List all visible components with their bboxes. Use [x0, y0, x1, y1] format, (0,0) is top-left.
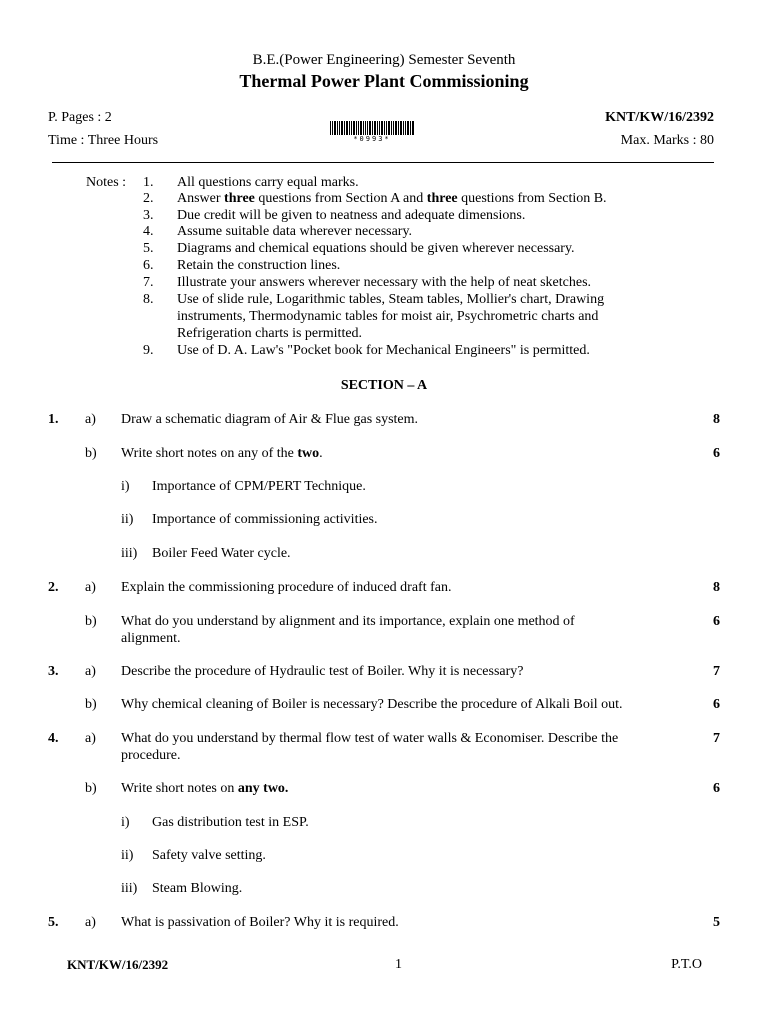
paper-code: KNT/KW/16/2392 — [605, 110, 714, 125]
note-number: 6. — [143, 258, 154, 273]
footer-code: KNT/KW/16/2392 — [67, 957, 169, 972]
note-text — [177, 241, 575, 257]
question-part-label: a) — [85, 731, 96, 746]
note-number: 8. — [143, 292, 154, 307]
text-segment: Diagrams and chemical equations should be given wherever necessary. — [177, 241, 575, 256]
time-allowed: Time : Three Hours — [48, 133, 159, 148]
question-text — [121, 781, 288, 797]
question-marks: 6 — [713, 697, 720, 712]
question-number: 4. — [48, 731, 59, 746]
question-marks: 6 — [713, 614, 720, 629]
question-text: Explain the commissioning procedure of induced draft fan. — [121, 580, 452, 595]
question-number: 2. — [48, 580, 59, 595]
question-marks: 7 — [713, 731, 720, 746]
question-marks: 6 — [713, 446, 720, 461]
text-segment: Answer — [177, 191, 225, 206]
subpart-label: ii) — [121, 848, 134, 863]
question-text: What is passivation of Boiler? Why it is required. — [121, 915, 399, 930]
subpart-label: iii) — [121, 881, 138, 896]
section-heading: SECTION – A — [340, 378, 428, 393]
question-marks: 8 — [713, 412, 720, 427]
text-segment: three — [426, 191, 458, 206]
question-part-label: a) — [85, 664, 96, 679]
page-count: P. Pages : 2 — [48, 110, 112, 125]
subpart-text: Importance of commissioning activities. — [152, 512, 378, 527]
barcode-image — [330, 121, 414, 135]
text-segment: two — [297, 446, 320, 461]
question-marks: 5 — [713, 915, 720, 930]
question-part-label: b) — [85, 446, 97, 461]
subpart-text: Importance of CPM/PERT Technique. — [152, 479, 366, 494]
barcode-number: *0993* — [353, 135, 391, 143]
note-number: 5. — [143, 241, 154, 256]
question-part-label: a) — [85, 412, 96, 427]
question-marks: 8 — [713, 580, 720, 595]
note-number: 9. — [143, 343, 154, 358]
question-part-label: b) — [85, 614, 97, 629]
header-divider — [52, 162, 714, 163]
footer-pto: P.T.O — [671, 957, 702, 972]
subpart-label: i) — [121, 815, 130, 830]
text-segment: Assume suitable data wherever necessary. — [177, 224, 413, 239]
note-text: Refrigeration charts is permitted. — [177, 326, 363, 341]
paper-title: Thermal Power Plant Commissioning — [239, 71, 529, 91]
text-segment: Illustrate your answers wherever necessary with the help of neat sketches. — [177, 275, 592, 290]
note-number: 4. — [143, 224, 154, 239]
note-text — [177, 175, 359, 191]
subpart-label: iii) — [121, 546, 138, 561]
note-number: 3. — [143, 208, 154, 223]
note-text — [177, 258, 340, 274]
note-text: instruments, Thermodynamic tables for moist air, Psychrometric charts and — [177, 309, 599, 324]
question-text: What do you understand by thermal flow test of water walls & Economiser. Describe the — [121, 731, 619, 746]
question-text: procedure. — [121, 748, 181, 763]
note-text — [177, 343, 590, 359]
note-text — [177, 208, 525, 224]
note-number: 2. — [143, 191, 154, 206]
subpart-text: Gas distribution test in ESP. — [152, 815, 309, 830]
question-text — [121, 446, 323, 462]
text-segment: Retain the construction lines. — [177, 258, 341, 273]
note-text — [177, 191, 607, 207]
question-number: 3. — [48, 664, 59, 679]
question-text: Draw a schematic diagram of Air & Flue gas system. — [121, 412, 419, 427]
question-part-label: b) — [85, 697, 97, 712]
note-number: 1. — [143, 175, 154, 190]
question-text: Describe the procedure of Hydraulic test of Boiler. Why it is necessary? — [121, 664, 524, 679]
subpart-text: Steam Blowing. — [152, 881, 243, 896]
text-segment: Write short notes on — [121, 781, 238, 796]
note-text — [177, 275, 591, 291]
text-segment: questions from Section A and — [254, 191, 427, 206]
question-number: 1. — [48, 412, 59, 427]
text-segment: questions from Section B. — [457, 191, 607, 206]
notes-label: Notes : — [86, 175, 127, 190]
note-text: Use of slide rule, Logarithmic tables, Steam tables, Mollier's chart, Drawing — [177, 292, 605, 307]
note-text — [177, 224, 412, 240]
text-segment: Write short notes on any of the — [121, 446, 298, 461]
subpart-text: Boiler Feed Water cycle. — [152, 546, 291, 561]
subpart-text: Safety valve setting. — [152, 848, 266, 863]
text-segment: any two. — [237, 781, 289, 796]
max-marks: Max. Marks : 80 — [620, 133, 714, 148]
subpart-label: i) — [121, 479, 130, 494]
text-segment: three — [224, 191, 255, 206]
question-text: What do you understand by alignment and its importance, explain one method of — [121, 614, 575, 629]
question-number: 5. — [48, 915, 59, 930]
question-part-label: a) — [85, 580, 96, 595]
question-marks: 6 — [713, 781, 720, 796]
subpart-label: ii) — [121, 512, 134, 527]
footer-page-number: 1 — [395, 957, 402, 972]
text-segment: . — [319, 446, 323, 461]
text-segment: Due credit will be given to neatness and adequate dimensions. — [177, 208, 526, 223]
note-number: 7. — [143, 275, 154, 290]
question-text: alignment. — [121, 631, 181, 646]
text-segment: All questions carry equal marks. — [177, 175, 359, 190]
question-part-label: a) — [85, 915, 96, 930]
course-line: B.E.(Power Engineering) Semester Seventh — [252, 52, 516, 68]
text-segment: Use of D. A. Law's "Pocket book for Mechanical Engineers" is permitted. — [177, 343, 590, 358]
question-text: Why chemical cleaning of Boiler is necessary? Describe the procedure of Alkali Boil out. — [121, 697, 623, 712]
question-part-label: b) — [85, 781, 97, 796]
question-marks: 7 — [713, 664, 720, 679]
